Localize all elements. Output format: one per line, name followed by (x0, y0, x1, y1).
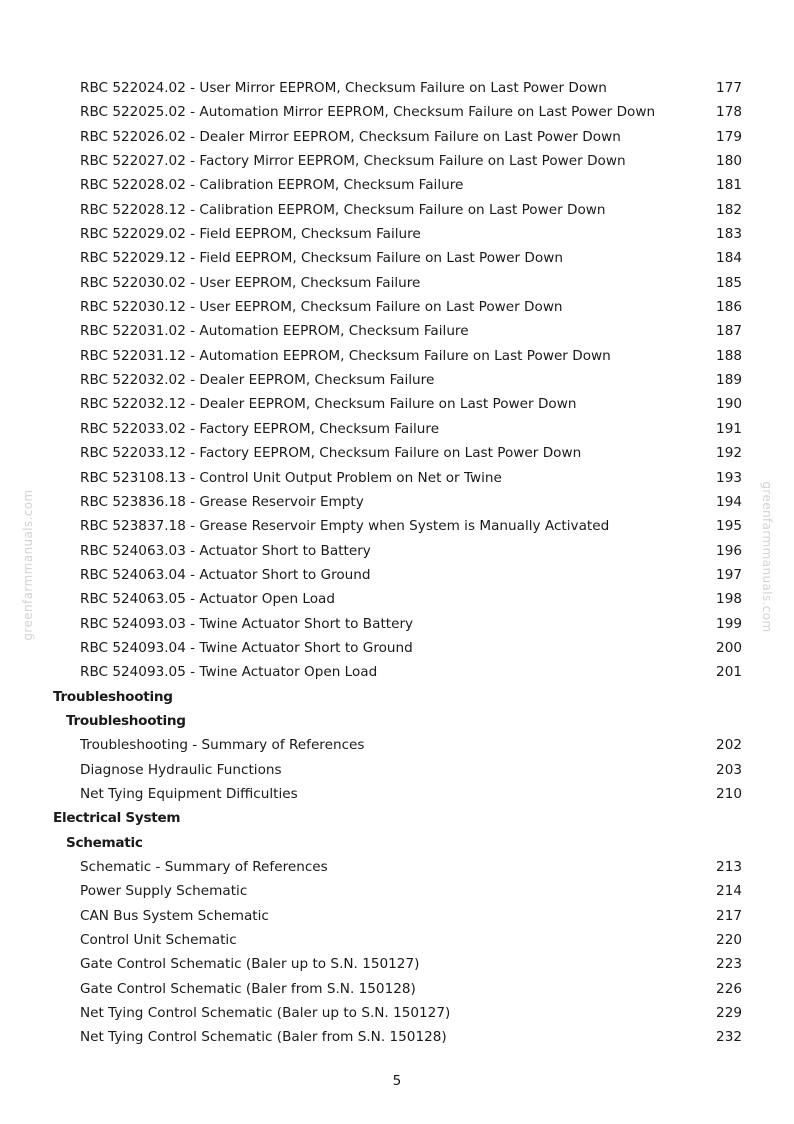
toc-entry-page: 197 (716, 566, 742, 583)
toc-entry-page: 220 (716, 932, 742, 949)
toc-entry-page: 185 (716, 274, 742, 291)
toc-entry-title: RBC 523108.13 - Control Unit Output Problem on Net or Twine (80, 469, 502, 486)
electrical-system-section (0, 806, 794, 1049)
toc-entry[interactable] (0, 222, 794, 246)
toc-entry-page: 202 (716, 737, 742, 754)
toc-entry-title: Schematic - Summary of References (80, 859, 328, 875)
troubleshooting-section (0, 685, 794, 807)
toc-entry[interactable] (0, 319, 794, 343)
toc-entry[interactable] (0, 733, 794, 757)
toc-entry-page: 213 (716, 859, 742, 875)
toc-entry[interactable] (0, 855, 794, 879)
toc-entry-title: RBC 524063.05 - Actuator Open Load (80, 591, 336, 608)
rbc-entries (0, 76, 794, 685)
table-of-contents (0, 76, 794, 1050)
toc-entry-page: 178 (716, 104, 742, 121)
toc-entry[interactable] (0, 246, 794, 270)
toc-entry[interactable] (0, 125, 794, 149)
toc-entry[interactable] (0, 782, 794, 806)
toc-entry-title: RBC 524093.05 - Twine Actuator Open Load (80, 664, 378, 681)
toc-entry-page: 200 (716, 639, 742, 656)
toc-entry[interactable] (0, 977, 794, 1001)
toc-entry[interactable] (0, 344, 794, 368)
toc-entry-title: RBC 522033.02 - Factory EEPROM, Checksum Failure (80, 420, 440, 437)
toc-entry-page: 232 (716, 1029, 742, 1046)
toc-entry-page: 190 (716, 396, 742, 413)
toc-entry[interactable] (0, 466, 794, 490)
toc-entry[interactable] (0, 758, 794, 782)
toc-entry-title: Net Tying Equipment Difficulties (80, 785, 298, 802)
toc-entry[interactable] (0, 563, 794, 587)
section-heading-title: Electrical System (53, 810, 181, 827)
toc-entry[interactable] (0, 587, 794, 611)
toc-entry-title: RBC 524063.03 - Actuator Short to Battery (80, 542, 371, 559)
toc-entry-page: 201 (716, 664, 742, 681)
toc-entry-page: 217 (716, 907, 742, 924)
toc-entry-page: 229 (716, 1005, 742, 1022)
toc-entry[interactable] (0, 441, 794, 465)
toc-entry-page: 193 (716, 469, 742, 486)
toc-entry-page: 203 (716, 761, 742, 778)
toc-entry-title: RBC 522030.12 - User EEPROM, Checksum Failure on Last Power Down (80, 299, 563, 316)
toc-entry-page: 186 (716, 299, 742, 316)
toc-entry-title: RBC 522031.12 - Automation EEPROM, Checksum Failure on Last Power Down (80, 347, 611, 364)
toc-entry[interactable] (0, 904, 794, 928)
toc-entry-page: 198 (716, 591, 742, 608)
toc-entry-title: RBC 522026.02 - Dealer Mirror EEPROM, Checksum Failure on Last Power Down (80, 128, 621, 145)
toc-entry[interactable] (0, 539, 794, 563)
toc-entry-page: 177 (716, 80, 742, 96)
toc-entry[interactable] (0, 368, 794, 392)
toc-entry-title: Power Supply Schematic (80, 883, 248, 900)
toc-entry-title: Net Tying Control Schematic (Baler up to S.N. 150127) (80, 1005, 451, 1022)
toc-entry-title: RBC 522032.12 - Dealer EEPROM, Checksum Failure on Last Power Down (80, 396, 577, 413)
toc-entry-title: Troubleshooting - Summary of References (80, 737, 365, 754)
toc-entry[interactable] (0, 149, 794, 173)
toc-entry[interactable] (0, 928, 794, 952)
toc-entry-page: 188 (716, 347, 742, 364)
section-heading-title: Troubleshooting (53, 688, 173, 705)
page-number: 5 (392, 1073, 402, 1089)
toc-entry-title: RBC 522024.02 - User Mirror EEPROM, Checksum Failure on Last Power Down (80, 80, 607, 96)
toc-entry[interactable] (0, 636, 794, 660)
toc-entry-page: 182 (716, 201, 742, 218)
toc-entry[interactable] (0, 198, 794, 222)
toc-entry-page: 199 (716, 615, 742, 632)
toc-entry-title: RBC 523837.18 - Grease Reservoir Empty when System is Manually Activated (80, 518, 610, 535)
toc-entry[interactable] (0, 660, 794, 684)
toc-entry[interactable] (0, 1001, 794, 1025)
toc-entry-page: 196 (716, 542, 742, 559)
toc-entry-title: Gate Control Schematic (Baler from S.N. 150128) (80, 980, 416, 997)
toc-entry-title: RBC 522032.02 - Dealer EEPROM, Checksum Failure (80, 372, 435, 389)
toc-entry[interactable] (0, 612, 794, 636)
toc-entry-title: Control Unit Schematic (80, 932, 237, 949)
toc-entry-page: 195 (716, 518, 742, 535)
subsection-heading-title: Schematic (66, 834, 143, 851)
toc-entry-page: 223 (716, 956, 742, 973)
toc-entry-title: RBC 522028.02 - Calibration EEPROM, Checksum Failure (80, 177, 464, 194)
toc-entry[interactable] (0, 173, 794, 197)
toc-entry-title: RBC 522033.12 - Factory EEPROM, Checksum Failure on Last Power Down (80, 445, 582, 462)
toc-entry-page: 191 (716, 420, 742, 437)
toc-entry-page: 183 (716, 226, 742, 243)
toc-entry-page: 189 (716, 372, 742, 389)
toc-entry-page: 184 (716, 250, 742, 267)
toc-entry-title: RBC 522028.12 - Calibration EEPROM, Checksum Failure on Last Power Down (80, 201, 606, 218)
toc-entry-title: RBC 524063.04 - Actuator Short to Ground (80, 566, 371, 583)
toc-entry-title: CAN Bus System Schematic (80, 907, 269, 924)
toc-entry-page: 194 (716, 493, 742, 510)
toc-entry[interactable] (0, 879, 794, 903)
toc-entry-page: 192 (716, 445, 742, 462)
watermark-right: greenfarmmanuals.com (760, 481, 774, 633)
section-heading[interactable] (0, 685, 794, 709)
toc-entry[interactable] (0, 271, 794, 295)
toc-entry-title: RBC 524093.04 - Twine Actuator Short to Ground (80, 639, 413, 656)
subsection-heading[interactable] (0, 709, 794, 733)
toc-entry[interactable] (0, 295, 794, 319)
toc-entry-title: Gate Control Schematic (Baler up to S.N. 150127) (80, 956, 420, 973)
toc-entry[interactable] (0, 392, 794, 416)
toc-entry-page: 226 (716, 980, 742, 997)
toc-entry[interactable] (0, 76, 794, 100)
toc-entry-page: 187 (716, 323, 742, 340)
toc-entry-page: 180 (716, 153, 742, 170)
toc-entry-page: 210 (716, 785, 742, 802)
toc-entry-title: Net Tying Control Schematic (Baler from S.N. 150128) (80, 1029, 447, 1046)
toc-entry-title: RBC 522029.02 - Field EEPROM, Checksum Failure (80, 226, 421, 243)
toc-entry[interactable] (0, 490, 794, 514)
toc-entry[interactable] (0, 417, 794, 441)
toc-entry-title: Diagnose Hydraulic Functions (80, 761, 282, 778)
toc-entry[interactable] (0, 952, 794, 976)
section-heading[interactable] (0, 806, 794, 830)
toc-entry-title: RBC 524093.03 - Twine Actuator Short to Battery (80, 615, 414, 632)
subsection-heading[interactable] (0, 831, 794, 855)
toc-entry-page: 214 (716, 883, 742, 900)
toc-entry-title: RBC 522027.02 - Factory Mirror EEPROM, Checksum Failure on Last Power Down (80, 153, 626, 170)
subsection-heading-title: Troubleshooting (66, 712, 186, 729)
toc-entry-title: RBC 522029.12 - Field EEPROM, Checksum Failure on Last Power Down (80, 250, 563, 267)
toc-entry-title: RBC 522030.02 - User EEPROM, Checksum Failure (80, 274, 421, 291)
toc-entry-page: 181 (716, 177, 742, 194)
toc-entry-title: RBC 522025.02 - Automation Mirror EEPROM, Checksum Failure on Last Power Down (80, 104, 656, 121)
toc-entry[interactable] (0, 514, 794, 538)
toc-entry[interactable] (0, 1025, 794, 1049)
watermark-left: greenfarmmanuals.com (21, 489, 35, 641)
toc-entry[interactable] (0, 100, 794, 124)
toc-entry-page: 179 (716, 128, 742, 145)
toc-entry-title: RBC 523836.18 - Grease Reservoir Empty (80, 493, 364, 510)
toc-entry-title: RBC 522031.02 - Automation EEPROM, Checksum Failure (80, 323, 469, 340)
